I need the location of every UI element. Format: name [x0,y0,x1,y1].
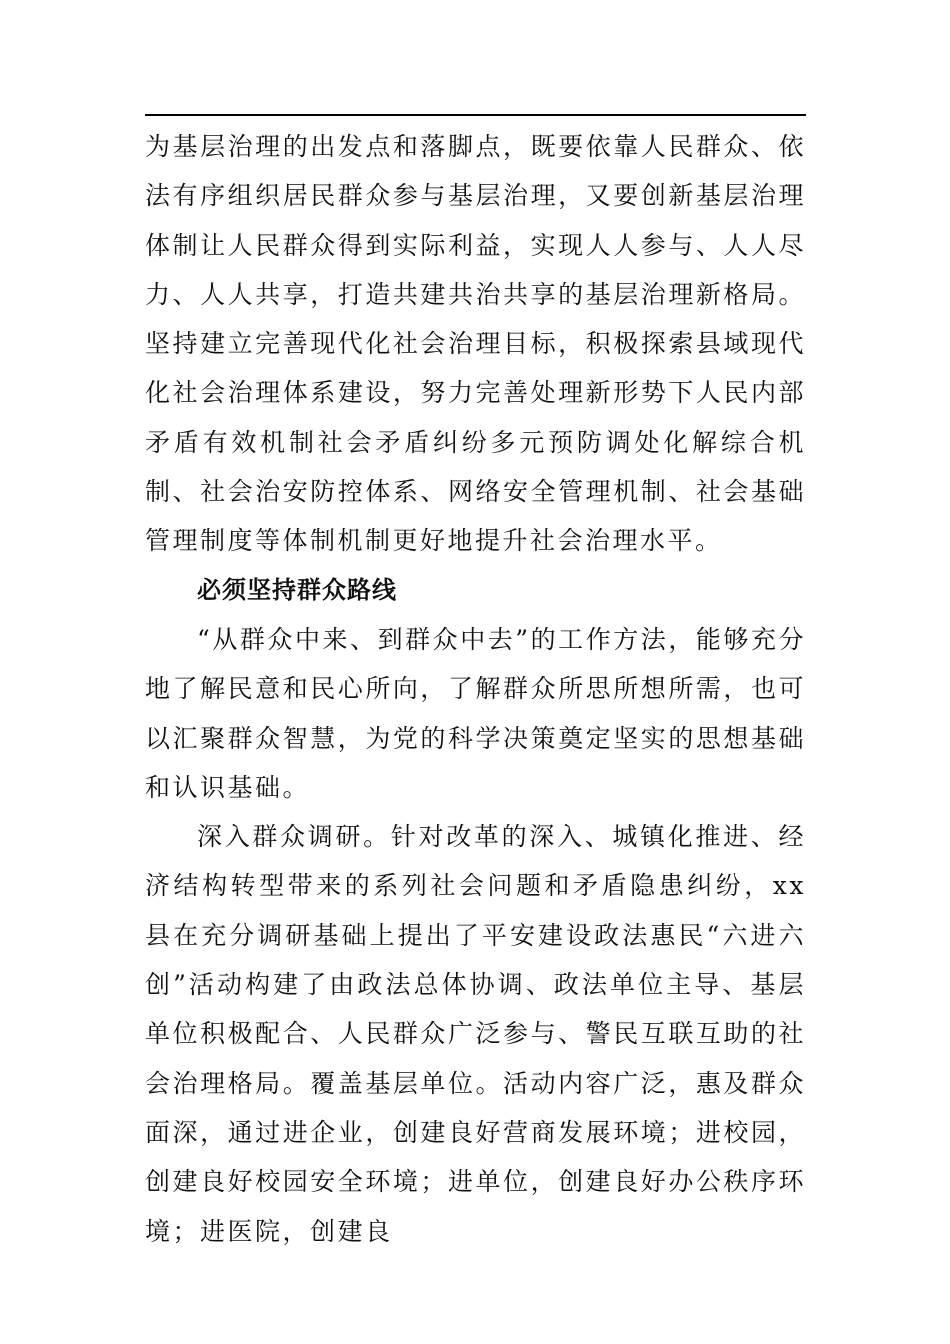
document-body [145,122,806,1256]
paragraph-governance-continued: 为基层治理的出发点和落脚点，既要依靠人民群众、依法有序组织居民群众参与基层治理，又要创新基层治理体制让人民群众得到实际利益，实现人人参与、人人尽力、人人共享，打造共建共治共享的基层治理新格局。坚持建立完善现代化社会治理目标，积极探索县域现代化社会治理体系建设，努力完善处理新形势下人民内部矛盾有效机制社会矛盾纠纷多元预防调处化解综合机制、社会治安防控体系、网络安全管理机制、社会基础管理制度等体制机制更好地提升社会治理水平。 [145,132,806,556]
section-heading-mass-line: 必须坚持群众路线 [197,575,397,604]
header-rule [145,114,806,116]
paragraph-grassroots-research: 深入群众调研。针对改革的深入、城镇化推进、经济结构转型带来的系列社会问题和矛盾隐患纠纷，xx县在充分调研基础上提出了平安建设政法惠民“六进六创”活动构建了由政法总体协调、政法单位主导、基层单位积极配合、人民群众广泛参与、警民互联互助的社会治理格局。覆盖基层单位。活动内容广泛，惠及群众面深，通过进企业，创建良好营商发展环境；进校园，创建良好校园安全环境；进单位，创建良好办公秩序环境；进医院，创建良 [145,822,806,1246]
paragraph-mass-line-method: “从群众中来、到群众中去”的工作方法，能够充分地了解民意和民心所向，了解群众所思所想所需，也可以汇聚群众智慧，为党的科学决策奠定坚实的思想基础和认识基础。 [145,624,806,802]
